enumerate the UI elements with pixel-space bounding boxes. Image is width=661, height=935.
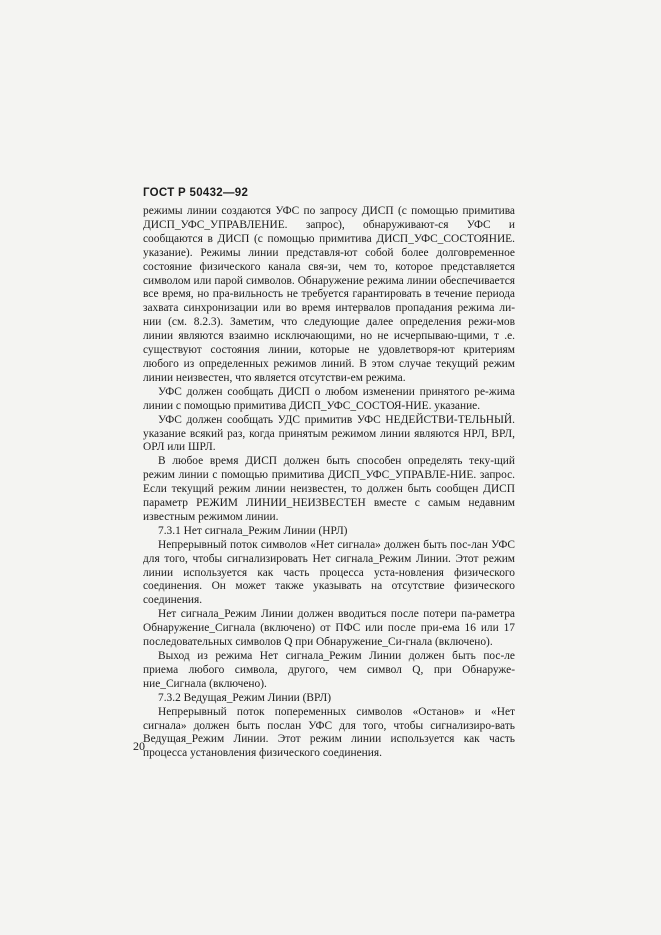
body-text [143, 205, 515, 761]
paragraph: УФС должен сообщать ДИСП о любом изменении принятого ре-жима линии с помощью примитива ДИСП_УФС_СОСТОЯ-НИЕ. указание. [143, 385, 515, 412]
paragraph: режимы линии создаются УФС по запросу ДИСП (с помощью примитива ДИСП_УФС_УПРАВЛЕНИЕ. запрос), обнаруживают-ся УФС и сообщаются в ДИСП (с помощью примитива ДИСП_УФС_СОСТОЯНИЕ. указание). Режимы линии представля-ют собой более долговременное состояние физического канала свя-зи, чем то, которое представляется символом или парой символов. Обнаружение режима линии обеспечивается все время, но пра-вильность не требуется гарантировать в течение периода захвата синхронизации или во время интервалов пропадания режима ли-нии (см. 8.2.3). Заметим, что следующие далее определения режи-мов линии являются взаимно исключающими, но не исчерпываю-щими, т .е. существуют состояния линии, которые не удовлетворя-ют критериям любого из определенных режимов линий. В этом случае текущий режим линии неизвестен, что является отсутстви-ем режима. [143, 205, 515, 384]
document-header: ГОСТ Р 50432—92 [143, 187, 249, 199]
paragraph: Непрерывный поток попеременных символов «Останов» и «Нет сигнала» должен быть послан УФС для того, чтобы сигнализиро-вать Ведущая_Режим Линии. Этот режим линии используется как часть процесса установления физического соединения. [143, 705, 515, 760]
section-heading-7-3-1: 7.3.1 Нет сигнала_Режим Линии (НРЛ) [158, 524, 348, 537]
page-number: 20 [133, 739, 145, 753]
paragraph: В любое время ДИСП должен быть способен определять теку-щий режим линии с помощью примитива ДИСП_УФС_УПРАВЛЕ-НИЕ. запрос. Если текущий режим линии неизвестен, то должен быть сообщен ДИСП параметр РЕЖИМ ЛИНИИ_НЕИЗВЕСТЕН вместе с самым недавним известным режимом линии. [143, 455, 515, 523]
section-heading-7-3-2: 7.3.2 Ведущая_Режим Линии (ВРЛ) [158, 691, 331, 704]
paragraph: Выход из режима Нет сигнала_Режим Линии должен быть пос-ле приема любого символа, другого, чем символ Q, при Обнаруже-ние_Сигнала (включено). [143, 650, 515, 690]
paragraph: Нет сигнала_Режим Линии должен вводиться после потери па-раметра Обнаружение_Сигнала (включено) от ПФС или после при-ема 16 или 17 последовательных символов Q при Обнаружение_Си-гнала (включено). [143, 608, 515, 649]
paragraph: Непрерывный поток символов «Нет сигнала» должен быть пос-лан УФС для того, чтобы сигнализировать Нет сигнала_Режим Линии. Этот режим линии используется как часть процесса уста-новления физического соединения. Он может также указывать на отсутствие физического соединения. [143, 538, 515, 607]
paragraph: УФС должен сообщать УДС примитив УФС НЕДЕЙСТВИ-ТЕЛЬНЫЙ. указание всякий раз, когда принятым режимом линии являются НРЛ, ВРЛ, ОРЛ или ШРЛ. [143, 413, 515, 454]
